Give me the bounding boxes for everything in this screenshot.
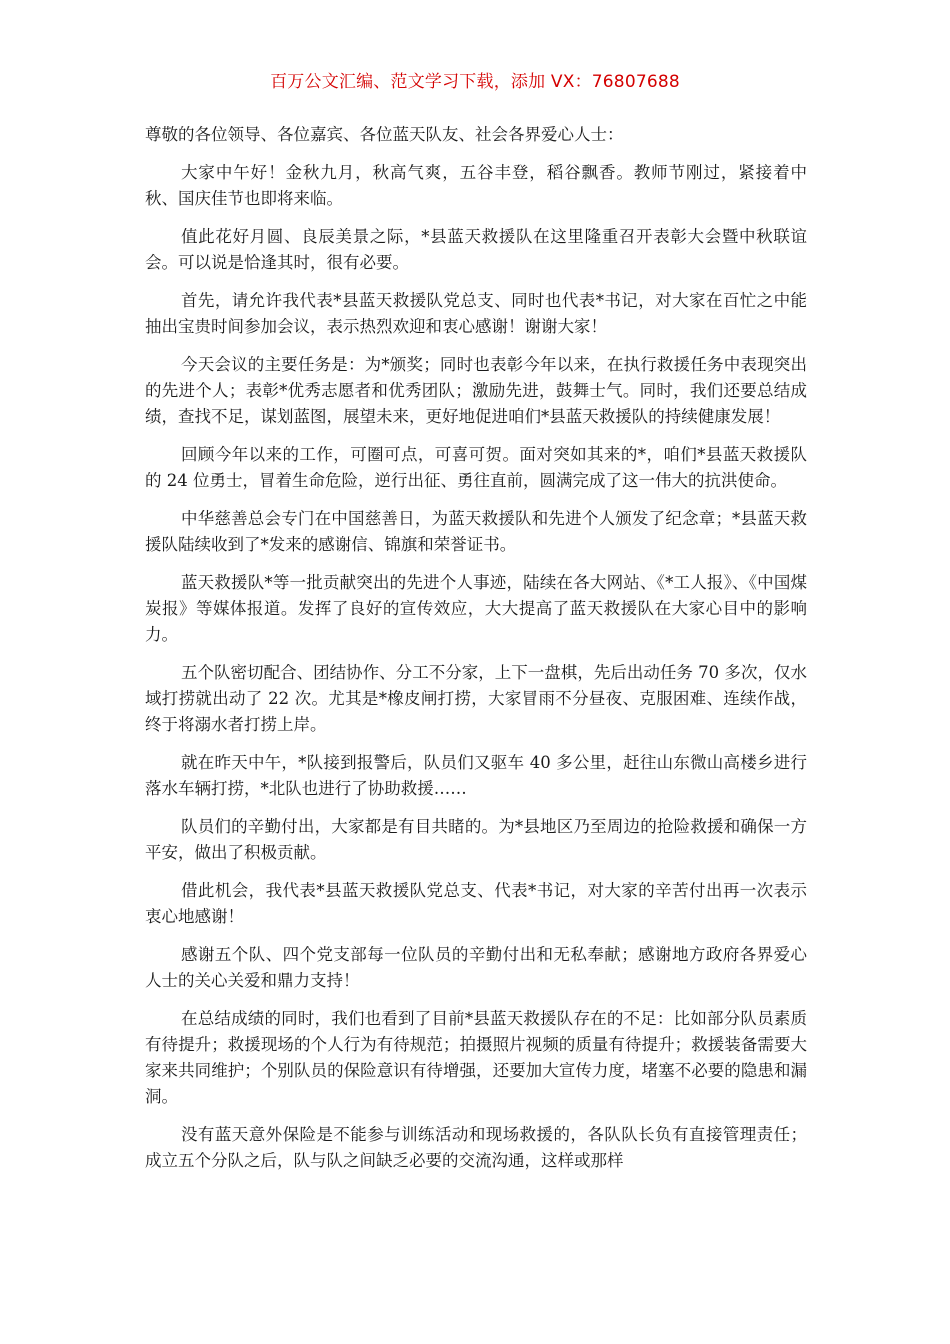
document-body (145, 122, 807, 1186)
paragraph: 在总结成绩的同时，我们也看到了目前*县蓝天救援队存在的不足：比如部分队员素质有待提升；救援现场的个人行为有待规范；拍摄照片视频的质量有待提升；救援装备需要大家来共同维护；个别队员的保险意识有待增强，还要加大宣传力度，堵塞不必要的隐患和漏洞。 (145, 1009, 807, 1106)
paragraph: 值此花好月圆、良辰美景之际，*县蓝天救援队在这里隆重召开表彰大会暨中秋联谊会。可以说是恰逢其时，很有必要。 (145, 227, 807, 272)
paragraph: 回顾今年以来的工作，可圈可点，可喜可贺。面对突如其来的*，咱们*县蓝天救援队的 24 位勇士，冒着生命危险，逆行出征、勇往直前，圆满完成了这一伟大的抗洪使命。 (145, 445, 807, 490)
paragraph: 大家中午好！金秋九月，秋高气爽，五谷丰登，稻谷飘香。教师节刚过，紧接着中秋、国庆佳节也即将来临。 (145, 163, 807, 208)
salutation: 尊敬的各位领导、各位嘉宾、各位蓝天队友、社会各界爱心人士： (145, 125, 624, 144)
paragraph: 五个队密切配合、团结协作、分工不分家，上下一盘棋，先后出动任务 70 多次，仅水域打捞就出动了 22 次。尤其是*橡皮闸打捞，大家冒雨不分昼夜、克服困难、连续作战，终于将溺水者打捞上岸。 (145, 663, 807, 734)
paragraph: 蓝天救援队*等一批贡献突出的先进个人事迹，陆续在各大网站、《*工人报》、《中国煤炭报》等媒体报道。发挥了良好的宣传效应，大大提高了蓝天救援队在大家心目中的影响力。 (145, 573, 807, 644)
paragraph: 借此机会，我代表*县蓝天救援队党总支、代表*书记，对大家的辛苦付出再一次表示衷心地感谢！ (145, 881, 807, 926)
paragraph: 没有蓝天意外保险是不能参与训练活动和现场救援的，各队队长负有直接管理责任；成立五个分队之后，队与队之间缺乏必要的交流沟通，这样或那样 (145, 1125, 807, 1170)
paragraph: 中华慈善总会专门在中国慈善日，为蓝天救援队和先进个人颁发了纪念章；*县蓝天救援队陆续收到了*发来的感谢信、锦旗和荣誉证书。 (145, 509, 807, 554)
header-banner: 百万公文汇编、范文学习下载，添加 VX：76807688 (270, 72, 680, 92)
paragraph: 感谢五个队、四个党支部每一位队员的辛勤付出和无私奉献；感谢地方政府各界爱心人士的关心关爱和鼎力支持！ (145, 945, 807, 990)
paragraph: 就在昨天中午，*队接到报警后，队员们又驱车 40 多公里，赶往山东微山高楼乡进行落水车辆打捞，*北队也进行了协助救援…… (145, 753, 807, 798)
paragraph: 队员们的辛勤付出，大家都是有目共睹的。为*县地区乃至周边的抢险救援和确保一方平安，做出了积极贡献。 (145, 817, 807, 862)
paragraph: 首先，请允许我代表*县蓝天救援队党总支、同时也代表*书记，对大家在百忙之中能抽出宝贵时间参加会议，表示热烈欢迎和衷心感谢！谢谢大家！ (145, 291, 807, 336)
paragraph: 今天会议的主要任务是：为*颁奖；同时也表彰今年以来，在执行救援任务中表现突出的先进个人；表彰*优秀志愿者和优秀团队；激励先进，鼓舞士气。同时，我们还要总结成绩，查找不足，谋划蓝图，展望未来，更好地促进咱们*县蓝天救援队的持续健康发展！ (145, 355, 807, 426)
